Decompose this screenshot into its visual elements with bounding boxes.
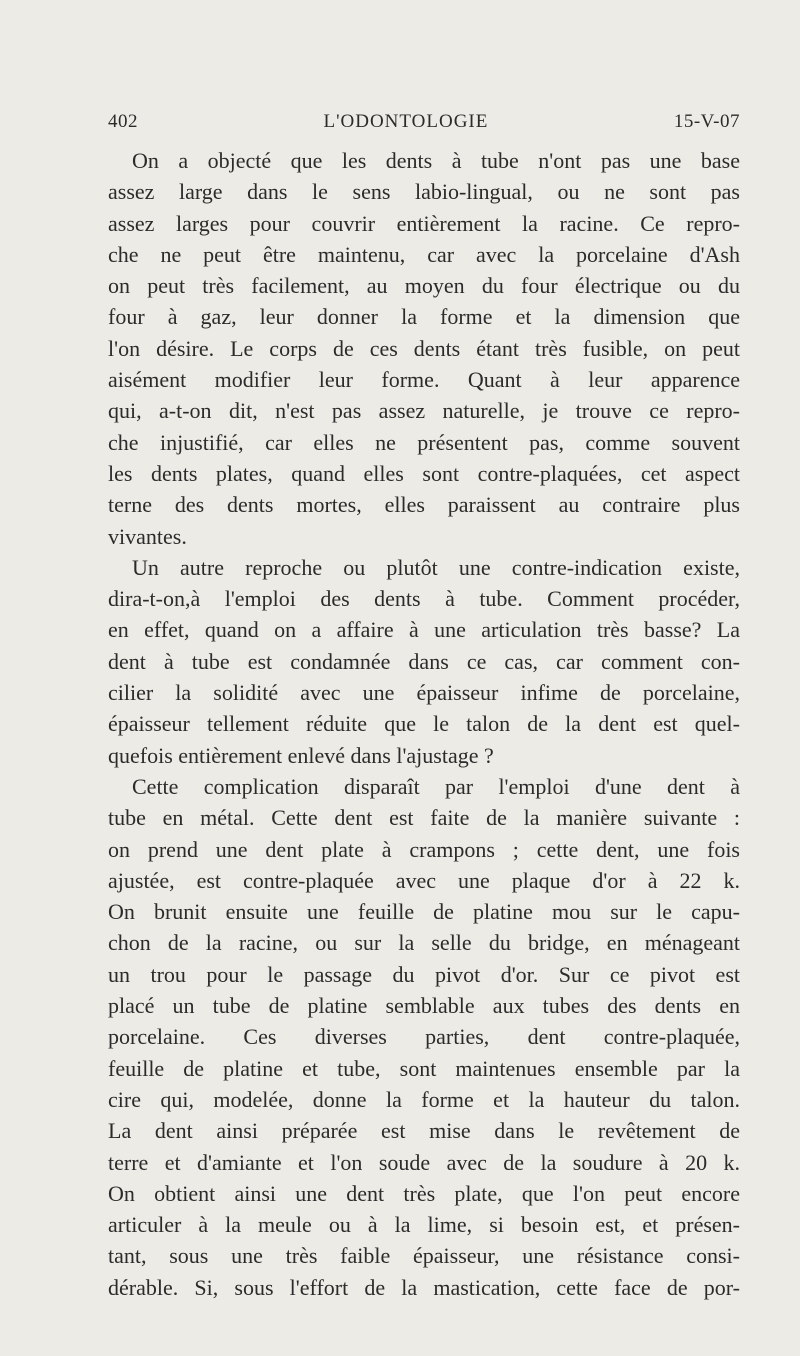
text-line: un trou pour le passage du pivot d'or. Sur ce pivot est (108, 961, 740, 987)
text-line: en effet, quand on a affaire à une articulation très basse? La (108, 617, 740, 643)
text-line: cilier la solidité avec une épaisseur infime de porcelaine, (108, 680, 740, 706)
text-line: aisément modifier leur forme. Quant à leur apparence (108, 367, 740, 393)
text-line: On obtient ainsi une dent très plate, que l'on peut encore (108, 1180, 740, 1206)
text-line: ajustée, est contre-plaquée avec une plaque d'or à 22 k. (108, 867, 740, 893)
text-line: qui, a-t-on dit, n'est pas assez naturelle, je trouve ce repro- (108, 398, 740, 424)
issue-date: 15-V-07 (673, 111, 740, 132)
text-line: on peut très facilement, au moyen du four électrique ou du (108, 273, 740, 299)
text-line: four à gaz, leur donner la forme et la dimension que (108, 304, 740, 330)
text-line: porcelaine. Ces diverses parties, dent contre-plaquée, (108, 1024, 740, 1050)
page-number: 402 (108, 111, 138, 132)
text-line: on prend une dent plate à crampons ; cette dent, une fois (108, 836, 740, 862)
text-line: quefois entièrement enlevé dans l'ajustage ? (108, 742, 494, 768)
running-head (108, 111, 740, 133)
text-line: tube en métal. Cette dent est faite de la manière suivante : (108, 805, 740, 831)
text-line: vivantes. (108, 523, 187, 549)
text-line: cire qui, modelée, donne la forme et la hauteur du talon. (108, 1086, 740, 1112)
text-line: articuler à la meule ou à la lime, si besoin est, et présen- (108, 1212, 740, 1238)
text-line: les dents plates, quand elles sont contre-plaquées, cet aspect (108, 460, 740, 486)
text-line: On brunit ensuite une feuille de platine mou sur le capu- (108, 899, 740, 925)
text-line: l'on désire. Le corps de ces dents étant très fusible, on peut (108, 335, 740, 361)
text-line: épaisseur tellement réduite que le talon de la dent est quel- (108, 711, 740, 737)
text-line: assez larges pour couvrir entièrement la racine. Ce repro- (108, 210, 740, 236)
text-line: chon de la racine, ou sur la selle du bridge, en ménageant (108, 930, 740, 956)
text-line: Cette complication disparaît par l'emploi d'une dent à (132, 773, 740, 799)
body-text (108, 145, 740, 1303)
text-line: dérable. Si, sous l'effort de la mastication, cette face de por- (108, 1274, 740, 1300)
text-line: dent à tube est condamnée dans ce cas, car comment con- (108, 648, 740, 674)
text-line: On a objecté que les dents à tube n'ont pas une base (132, 148, 740, 173)
text-line: che ne peut être maintenu, car avec la porcelaine d'Ash (108, 241, 740, 267)
text-line: terne des dents mortes, elles paraissent au contraire plus (108, 492, 740, 518)
text-line: La dent ainsi préparée est mise dans le revêtement de (108, 1118, 740, 1144)
text-line: feuille de platine et tube, sont maintenues ensemble par la (108, 1055, 740, 1081)
text-line: assez large dans le sens labio-lingual, ou ne sont pas (108, 179, 740, 205)
text-line: placé un tube de platine semblable aux tubes des dents en (108, 993, 740, 1019)
text-line: che injustifié, car elles ne présentent pas, comme souvent (108, 429, 740, 455)
text-line: dira-t-on,à l'emploi des dents à tube. Comment procéder, (108, 586, 740, 612)
text-line: Un autre reproche ou plutôt une contre-indication existe, (132, 554, 740, 580)
text-line: terre et d'amiante et l'on soude avec de la soudure à 20 k. (108, 1149, 740, 1175)
running-title: L'ODONTOLOGIE (323, 111, 489, 132)
text-line: tant, sous une très faible épaisseur, une résistance consi- (108, 1243, 740, 1269)
